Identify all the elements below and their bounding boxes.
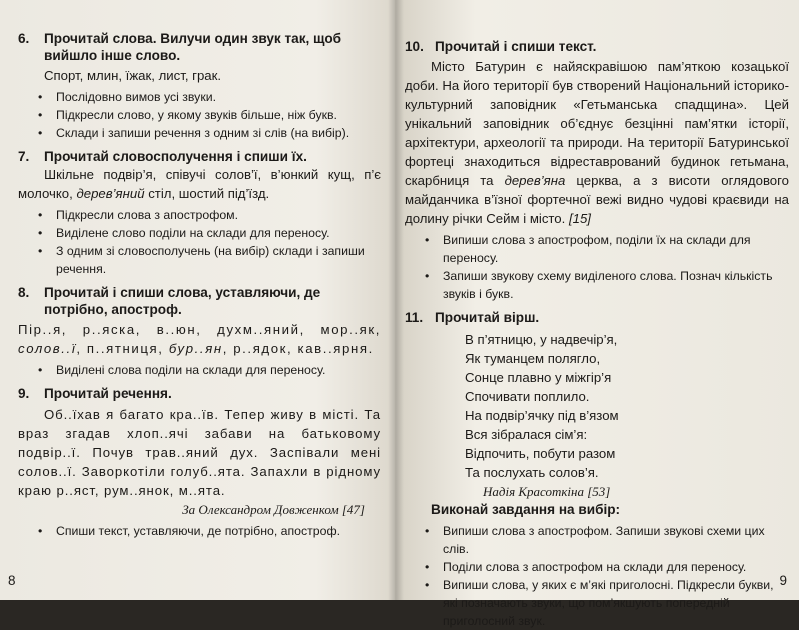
task-title: Прочитай словосполучення і спиши їх. [44,149,307,164]
highlighted-word: бур..ян [168,341,223,356]
bullet-icon: • [38,90,43,104]
bullet-text: Випиши слова з апострофом. Запиши звукові схеми цих слів. [443,524,765,556]
task-7-bullets [18,206,381,278]
poem-line: Та послухать солов’я. [465,465,599,480]
bullet-icon: • [38,524,43,538]
task-9-text: Об..їхав я багато кра..їв. Тепер живу в місті. Та враз згадав хлоп..ячі забави на батьковому подвір..ї. Почув трав..яний дух. Заспівали мені солов..ї. Заворкотіли голуб..ята. Запахли в рідному краю р..яст, рум..янок, м..ята. [18,407,381,498]
bullet-item [18,106,381,124]
bullet-icon: • [38,126,43,140]
task-9-bullets [18,522,381,540]
task-10-bullets [405,231,789,303]
bullet-icon: • [425,269,430,283]
bullet-icon: • [38,108,43,122]
poem-line: Відпочить, побути разом [465,446,616,461]
text-run: стіл, шостий під’їзд. [144,186,270,201]
task-number: 6. [18,31,30,46]
poem [405,330,789,482]
source-citation: За Олександром Довженком [47] [182,502,365,517]
bullet-text: Випиши слова, у яких є м’які приголосні. Підкресли букви, які позначають звуки, що пом’якшують попередній приголосний звук. [443,578,774,628]
bullet-icon: • [425,233,430,247]
task-11 [405,309,789,630]
text-run: церква, а з висоти оглядового майданчика в’їзної фортечної вежі видно чудові краєвиди на долину річки Сейм і місто. [405,173,789,226]
bullet-item [18,361,381,379]
right-page [395,0,799,628]
text-run: , р..ядок, кав..ярня. [222,341,374,356]
bullet-text: Запиши звукову схему виділеного слова. Познач кількість звуків і букв. [443,269,773,301]
task-6-heading [18,30,381,64]
text-run: Пір..я, р..яска, в..юн, духм..яний, мор..як, [18,322,381,337]
task-number: 8. [18,285,30,300]
book-gutter-shadow [388,0,404,600]
text-run: Місто Батурин є найяскравішою пам’яткою козацької доби. На його території був створений Національний історико-культурний заповідник «Гетьманська спадщина». Цей унікальний заповідник об’єднує безцінні пам’ятки історії, архітектури, археології та природи. На території Батуринської фортеці знаходиться відреставрований будинок гетьмана, скарбниця та [405,59,789,188]
task-9-heading [18,385,381,402]
bullet-text: Послідовно вимов усі звуки. [56,90,216,104]
bullet-text: Підкресли слово, у якому звуків більше, ніж букв. [56,108,337,122]
bullet-text: Випиши слова з апострофом, поділи їх на склади для переносу. [443,233,751,265]
task-7-heading [18,148,381,165]
bullet-item [405,558,789,576]
task-title: Прочитай слова. Вилучи один звук так, щоб вийшло інше слово. [44,31,342,63]
bullet-text: Підкресли слова з апострофом. [56,208,239,222]
task-7-text [18,165,381,203]
highlighted-word: дерев’яний [76,186,145,201]
task-title: Прочитай речення. [44,386,172,401]
task-8-words [18,320,381,358]
bullet-item [405,231,789,267]
source-reference: [15] [568,211,591,226]
bullet-item [405,267,789,303]
poem-author: Надія Красоткіна [53] [483,484,611,499]
task-11-heading [405,309,789,326]
bullet-icon: • [38,244,43,258]
task-number: 9. [18,386,30,401]
task-8-heading [18,284,381,318]
bullet-icon: • [425,578,430,592]
task-6-words: Спорт, млин, їжак, лист, грак. [44,68,222,83]
task-number: 10. [405,39,424,54]
page-number: 9 [779,573,787,588]
task-11-bullets [405,522,789,630]
poem-line: Спочивати поплило. [465,389,590,404]
bullet-text: Склади і запиши речення з одним зі слів (на вибір). [56,126,350,140]
bullet-icon: • [425,524,430,538]
highlighted-word: солов..ї [18,341,77,356]
bullet-item [18,224,381,242]
bullet-text: Виділене слово поділи на склади для переносу. [56,226,330,240]
highlighted-word: дерев’яна [504,173,566,188]
task-7 [18,148,381,278]
poem-line: В п’ятницю, у надвечір’я, [465,332,618,347]
task-8 [18,284,381,379]
task-10 [405,38,789,303]
bullet-item [18,242,381,278]
task-6-bullets [18,88,381,142]
task-title: Прочитай і спиши текст. [435,39,597,54]
poem-line: Як туманцем полягло, [465,351,601,366]
bullet-text: Поділи слова з апострофом на склади для переносу. [443,560,747,574]
bullet-icon: • [38,208,43,222]
task-9 [18,385,381,540]
task-10-heading [405,38,789,55]
poem-line: Вся зібралася сім’я: [465,427,588,442]
page-number: 8 [8,573,16,588]
bullet-item [18,206,381,224]
choice-heading: Виконай завдання на вибір: [431,502,621,517]
bullet-item [405,522,789,558]
bullet-item [405,576,789,630]
bullet-text: З одним зі словосполучень (на вибір) склади і запиши речення. [56,244,365,276]
poem-line: На подвір’ячку під в’язом [465,408,619,423]
text-run: Шкільне подвір’я, співучі солов’ї, в’юнкий кущ, п’є молочко, [18,167,381,201]
bullet-icon: • [425,560,430,574]
poem-line: Сонце плавно у міжгір’я [465,370,612,385]
task-title: Прочитай і спиши слова, уставляючи, де потрібно, апостроф. [44,285,321,317]
bullet-text: Виділені слова поділи на склади для переносу. [56,363,326,377]
bullet-icon: • [38,363,43,377]
task-8-bullets [18,361,381,379]
task-number: 7. [18,149,30,164]
bullet-item [18,522,381,540]
task-number: 11. [405,310,424,325]
bullet-item [18,88,381,106]
text-run: , п..ятниця, [76,341,169,356]
task-6 [18,30,381,142]
bullet-icon: • [38,226,43,240]
task-10-text [405,57,789,228]
bullet-item [18,124,381,142]
task-title: Прочитай вірш. [435,310,540,325]
left-page [0,0,395,600]
bullet-text: Спиши текст, уставляючи, де потрібно, апостроф. [56,524,340,538]
